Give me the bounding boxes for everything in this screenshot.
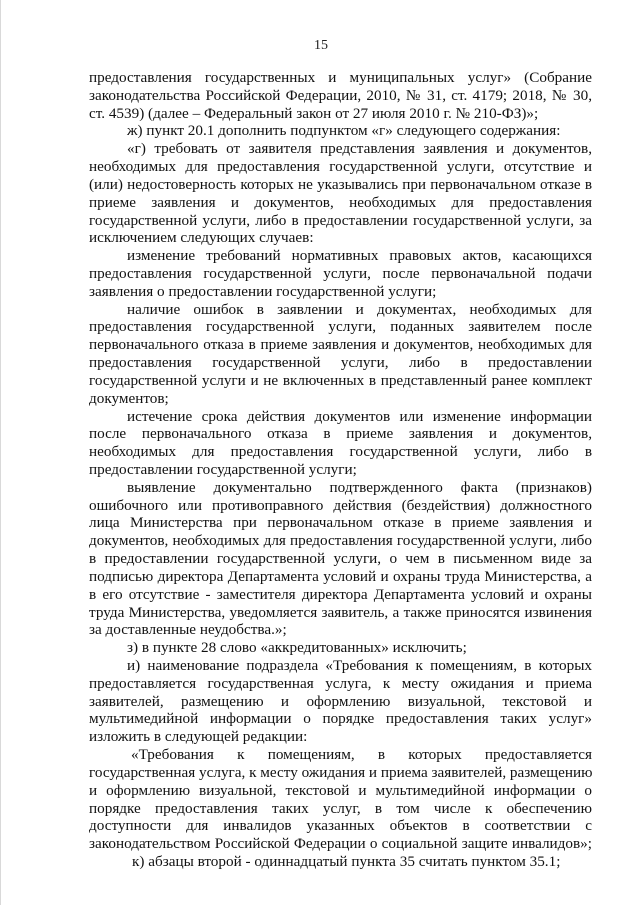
text-line: истечение срока действия документов или изменение информации	[127, 408, 592, 425]
text-line: после первоначального отказа в приеме заявления и документов,	[89, 425, 592, 442]
text-line: исключением следующих случаев:	[89, 229, 314, 246]
text-line: в его отсутствие - заместителя директора Департамента условий и охраны	[89, 586, 592, 603]
text-line: законодательства Российской Федерации, 2010, № 31, ст. 4179; 2018, № 30,	[89, 87, 592, 104]
text-line: к) абзацы второй - одиннадцатый пункта 35 считать пунктом 35.1;	[132, 853, 561, 870]
text-line: з) в пункте 28 слово «аккредитованных» исключить;	[127, 639, 467, 656]
text-line: предоставлении государственной услуги;	[89, 461, 357, 478]
text-line: изменение требований нормативных правовых актов, касающихся	[127, 247, 592, 264]
text-line: государственная услуга, к месту ожидания и приема заявителей, размещению	[89, 764, 593, 781]
text-line: заявителей, размещению и оформлению визуальной, текстовой и	[89, 693, 592, 710]
text-line: заявления о предоставлении государственной услуги;	[89, 283, 437, 300]
text-line: выявление документально подтвержденного факта (признаков)	[127, 479, 592, 496]
text-line: ст. 4539) (далее – Федеральный закон от 27 июля 2010 г. № 210-ФЗ)»;	[89, 105, 539, 122]
text-line: необходимых для предоставления государственной услуги, либо в	[89, 443, 592, 460]
text-line: ошибочного или противоправного действия (бездействия) должностного	[89, 497, 592, 514]
text-line: документов;	[89, 390, 169, 407]
text-line: предоставления государственной услуги, либо в предоставлении	[89, 354, 592, 371]
text-line: и) наименование подраздела «Требования к помещениям, в которых	[127, 657, 592, 674]
text-line: порядке предоставления таких услуг, в том числе к обеспечению	[89, 800, 592, 817]
text-line: приеме заявления и документов, необходимых для предоставления	[89, 194, 592, 211]
text-line: изложить в следующей редакции:	[89, 728, 308, 745]
text-line: за доставленные неудобства.»;	[89, 621, 287, 638]
text-line: лица Министерства при первоначальном отказе в приеме заявления и	[89, 514, 592, 531]
text-line: предоставляется государственная услуга, к месту ожидания и приема	[89, 675, 592, 692]
text-line: мультимедийной информации о порядке предоставления таких услуг»	[89, 710, 592, 727]
text-line: предоставления государственной услуги, поданных заявителем после	[89, 318, 592, 335]
text-line: «Требования к помещениям, в которых предоставляется	[131, 746, 592, 763]
text-line: и оформлению визуальной, текстовой и мультимедийной информации о	[89, 782, 592, 799]
text-line: предоставления государственной услуги, после первоначальной подачи	[89, 265, 592, 282]
page-number: 15	[314, 38, 328, 53]
text-line: труда Министерства, уведомляется заявитель, а также приносятся извинения	[89, 604, 592, 621]
text-line: первоначального отказа в приеме заявления и документов, необходимых для	[89, 336, 592, 353]
text-line: подписью директора Департамента условий и охраны труда Министерства, а	[89, 568, 592, 585]
text-line: в предоставлении государственной услуги, о чем в письменном виде за	[89, 550, 592, 567]
text-line: ж) пункт 20.1 дополнить подпунктом «г» следующего содержания:	[127, 122, 561, 139]
text-line: государственной услуги, либо в предоставлении государственной услуги, за	[89, 212, 592, 229]
text-line: предоставления государственных и муниципальных услуг» (Собрание	[89, 69, 592, 86]
text-line: наличие ошибок в заявлении и документах, необходимых для	[127, 301, 592, 318]
text-line: документов, необходимых для предоставления государственной услуги, либо	[89, 532, 592, 549]
text-line: «г) требовать от заявителя представления заявления и документов,	[127, 140, 592, 157]
text-line: законодательством Российской Федерации о социальной защите инвалидов»;	[89, 835, 592, 852]
text-line: необходимых для предоставления государственной услуги, отсутствие и	[89, 158, 592, 175]
text-line: доступности для инвалидов указанных объектов в соответствии с	[89, 817, 592, 834]
text-line: (или) недостоверность которых не указывались при первоначальном отказе в	[89, 176, 592, 193]
text-line: государственной услуги и не включенных в представленный ранее комплект	[89, 372, 592, 389]
